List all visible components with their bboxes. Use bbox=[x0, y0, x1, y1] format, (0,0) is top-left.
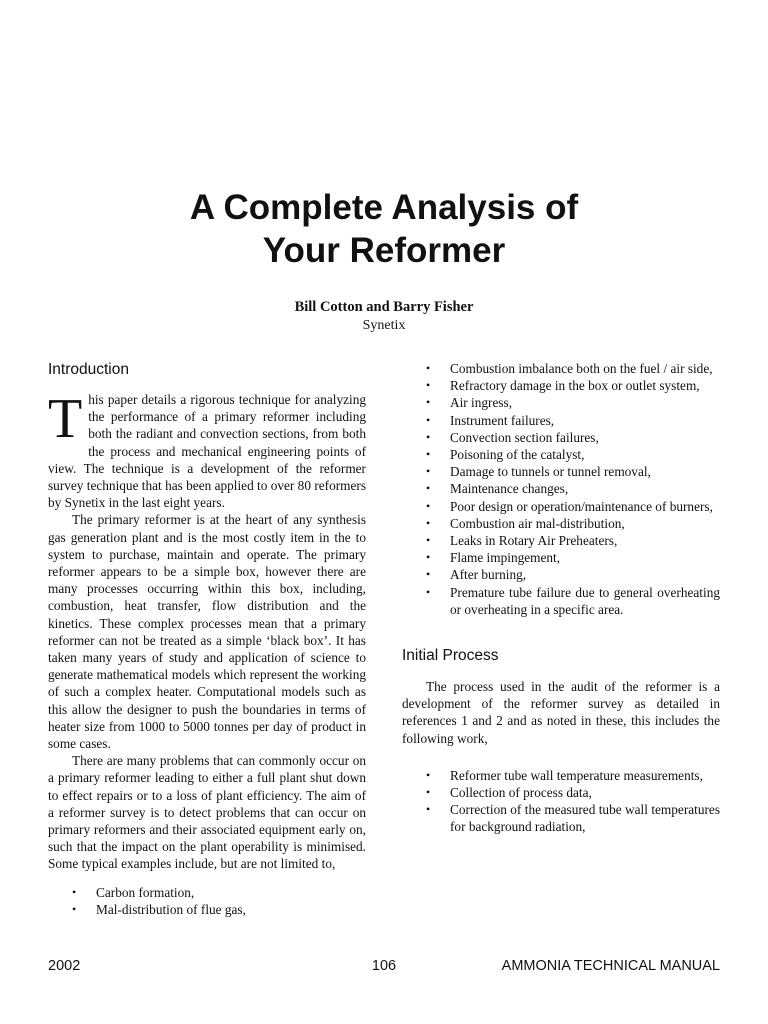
list-item: • Leaks in Rotary Air Preheaters, bbox=[402, 532, 720, 549]
left-column bbox=[48, 360, 366, 918]
problem-list-left bbox=[48, 884, 366, 918]
list-item: • Reformer tube wall temperature measurements, bbox=[402, 767, 720, 784]
list-item: • Refractory damage in the box or outlet system, bbox=[402, 377, 720, 394]
intro-paragraph-3: There are many problems that can commonly occur on a primary reformer leading to either a full plant shut down to effect repairs or to a loss of plant efficiency. The aim of a reformer survey is to detect problems that can occur on primary reformers and their associated equipment early on, such that the impact on the plant operability is minimised. Some typical examples include, but are not limited to, bbox=[48, 753, 366, 872]
list-item: • Premature tube failure due to general overheating or overheating in a specific area. bbox=[402, 584, 720, 618]
affiliation: Synetix bbox=[362, 318, 406, 333]
work-list bbox=[402, 767, 720, 836]
section-heading-introduction: Introduction bbox=[48, 361, 129, 378]
list-item: • Flame impingement, bbox=[402, 549, 720, 566]
list-item: • Correction of the measured tube wall temperatures for background radiation, bbox=[402, 801, 720, 835]
initial-process-paragraph: The process used in the audit of the reformer is a development of the reformer survey as detailed in references 1 and 2 and as noted in these, this includes the following work, bbox=[402, 679, 720, 746]
authors: Bill Cotton and Barry Fisher bbox=[294, 299, 474, 315]
right-column bbox=[402, 360, 720, 836]
list-item: • Damage to tunnels or tunnel removal, bbox=[402, 463, 720, 480]
list-item: • Collection of process data, bbox=[402, 784, 720, 801]
intro-paragraph-1 bbox=[48, 388, 366, 511]
drop-cap: T bbox=[48, 388, 83, 450]
list-item: • Combustion air mal-distribution, bbox=[402, 515, 720, 532]
list-item: • Mal-distribution of flue gas, bbox=[48, 901, 366, 918]
list-item: • Maintenance changes, bbox=[402, 480, 720, 497]
section-heading-initial-process: Initial Process bbox=[402, 647, 499, 665]
list-item: • Convection section failures, bbox=[402, 429, 720, 446]
footer-year: 2002 bbox=[48, 958, 81, 974]
list-item: • Air ingress, bbox=[402, 394, 720, 411]
list-item: • Combustion imbalance both on the fuel / air side, bbox=[402, 360, 720, 377]
footer-journal: AMMONIA TECHNICAL MANUAL bbox=[501, 958, 720, 974]
list-item: • Carbon formation, bbox=[48, 884, 366, 901]
footer-page-number: 106 bbox=[371, 958, 397, 974]
intro-paragraph-2: The primary reformer is at the heart of any synthesis gas generation plant and is the most costly item in the to system to purchase, maintain and operate. The primary reformer appears to be a simple box, however there are many processes occurring within this box, including, combustion, heat transfer, flow distribution and the kinetics. These complex processes mean that a primary reformer can not be treated as a simple ‘black box’. It has taken many years of study and application of science to generate mathematical models which represent the working of such a complex heater. Computational models such as this allow the designer to push the boundaries in terms of heater size from 1000 to 5000 tonnes per day of product in some cases. bbox=[48, 512, 366, 752]
list-item: • Poisoning of the catalyst, bbox=[402, 446, 720, 463]
problem-list-right bbox=[402, 360, 720, 618]
intro-paragraph-1-text: his paper details a rigorous technique for analyzing the performance of a primary reformer including both the radiant and convection sections, from both the process and mechanical engineering points of view. The technique is a development of the reformer survey technique that has been applied to over 80 reformers by Synetix in the last eight years. bbox=[48, 392, 366, 511]
list-item: • After burning, bbox=[402, 566, 720, 583]
paper-title bbox=[0, 186, 768, 272]
page-footer bbox=[48, 958, 720, 976]
list-item: • Instrument failures, bbox=[402, 412, 720, 429]
list-item: • Poor design or operation/maintenance of burners, bbox=[402, 498, 720, 515]
title-line-2: Your Reformer bbox=[262, 231, 506, 270]
title-line-1: A Complete Analysis of bbox=[189, 188, 579, 227]
